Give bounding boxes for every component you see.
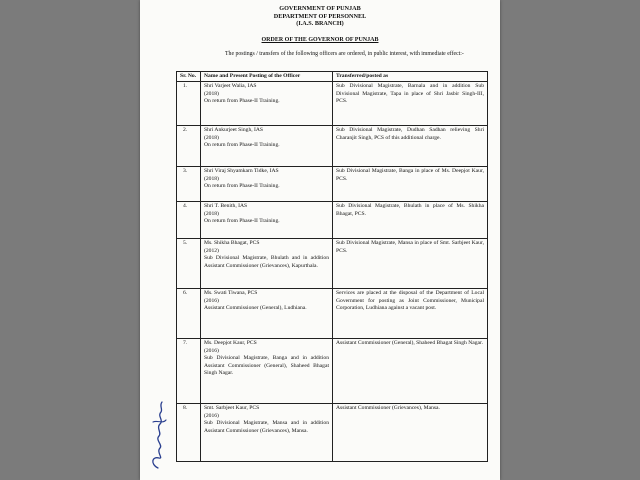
officer-present-posting: On return from Phase-II Training. xyxy=(204,142,280,149)
officer-batch: (2018) xyxy=(204,134,219,141)
officer-name: Shri Viraj Shyamkarn Tidke, IAS xyxy=(204,168,279,175)
officer-present-posting: On return from Phase-II Training. xyxy=(204,218,280,225)
officer-present-posting: Assistant Commissioner (General), Ludhiana. xyxy=(204,305,307,312)
officer-name: Shri Ankurjeet Singh, IAS xyxy=(204,127,264,134)
table-header-row xyxy=(177,72,488,82)
officer-batch: (2018) xyxy=(204,90,219,97)
officer-batch: (2012) xyxy=(204,247,219,254)
officer-present-posting: On return from Phase-II Training. xyxy=(204,98,280,105)
order-title: ORDER OF THE GOVERNOR OF PUNJAB xyxy=(261,36,379,43)
row-posted-as: Sub Divisional Magistrate, Bhulath in place of Ms. Shikha Bhagat, PCS. xyxy=(333,202,488,239)
row-officer xyxy=(201,82,333,126)
row-sr: 6. xyxy=(177,289,201,339)
row-posted-as: Sub Divisional Magistrate, Mansa in place of Smt. Sarbjeet Kaur, PCS. xyxy=(333,239,488,289)
row-posted-as: Assistant Commissioner (General), Shaheed Bhagat Singh Nagar. xyxy=(333,339,488,404)
row-officer xyxy=(201,126,333,167)
officer-batch: (2018) xyxy=(204,210,219,217)
officer-name: Ms. Swati Tiwana, PCS xyxy=(204,290,258,297)
table-row xyxy=(177,202,488,239)
officer-batch: (2016) xyxy=(204,347,219,354)
row-sr: 8. xyxy=(177,404,201,462)
table-row xyxy=(177,289,488,339)
officer-batch: (2018) xyxy=(204,175,219,182)
document-header xyxy=(140,5,500,28)
officer-name: Ms. Shikha Bhagat, PCS xyxy=(204,240,260,247)
row-sr: 5. xyxy=(177,239,201,289)
header-transferred: Transferred/posted as xyxy=(333,72,488,82)
officer-name: Smt. Sarbjeet Kaur, PCS xyxy=(204,405,260,412)
table-row xyxy=(177,404,488,462)
row-sr: 1. xyxy=(177,82,201,126)
row-officer xyxy=(201,202,333,239)
document-page xyxy=(140,0,500,480)
officer-name: Ms. Deepjot Kaur, PCS xyxy=(204,340,257,347)
table-row xyxy=(177,339,488,404)
row-posted-as: Sub Divisional Magistrate, Barnala and in addition Sub Divisional Magistrate, Tapa in place of Shri Jasbir Singh-III, PCS. xyxy=(333,82,488,126)
header-branch: (I.A.S. BRANCH) xyxy=(296,20,344,28)
row-sr: 7. xyxy=(177,339,201,404)
row-posted-as: Sub Divisional Magistrate, Dudhan Sadhan relieving Shri Charanjit Singh, PCS of this additional charge. xyxy=(333,126,488,167)
row-officer xyxy=(201,239,333,289)
row-sr: 4. xyxy=(177,202,201,239)
table-row xyxy=(177,167,488,202)
row-posted-as: Sub Divisional Magistrate, Banga in place of Ms. Deepjot Kaur, PCS. xyxy=(333,167,488,202)
transfers-table xyxy=(176,71,488,462)
row-officer xyxy=(201,339,333,404)
table-row xyxy=(177,126,488,167)
officer-present-posting: Sub Divisional Magistrate, Mansa and in addition Assistant Commissioner (Grievances), Mansa. xyxy=(204,420,329,434)
officer-name: Shri Varjeet Walia, IAS xyxy=(204,83,257,90)
officer-name: Shri T. Benith, IAS xyxy=(204,203,248,210)
intro-paragraph: The postings / transfers of the following officers are ordered, in public interest, with immediate effect:- xyxy=(225,50,464,57)
header-government: GOVERNMENT OF PUNJAB xyxy=(279,5,361,12)
table-row xyxy=(177,82,488,126)
row-officer xyxy=(201,167,333,202)
header-sr-no: Sr. No. xyxy=(177,72,201,82)
row-posted-as: Services are placed at the disposal of the Department of Local Government for posting as Joint Commissioner, Municipal Corporation, Ludhiana against a vacant post. xyxy=(333,289,488,339)
header-department: DEPARTMENT OF PERSONNEL xyxy=(273,12,367,20)
officer-present-posting: Sub Divisional Magistrate, Bhulath and in addition Assistant Commissioner (Grievances), Kapurthala. xyxy=(204,255,329,269)
officer-batch: (2016) xyxy=(204,297,219,304)
row-sr: 2. xyxy=(177,126,201,167)
header-name-posting: Name and Present Posting of the Officer xyxy=(201,72,333,82)
row-officer xyxy=(201,289,333,339)
table-row xyxy=(177,239,488,289)
officer-present-posting: On return from Phase-II Training. xyxy=(204,183,280,190)
row-sr: 3. xyxy=(177,167,201,202)
row-posted-as: Assistant Commissioner (Grievances), Mansa. xyxy=(333,404,488,462)
officer-present-posting: Sub Divisional Magistrate, Banga and in addition Assistant Commissioner (General), Shaheed Bhagat Singh Nagar. xyxy=(204,355,329,377)
officer-batch: (2016) xyxy=(204,412,219,419)
handwritten-signature-icon xyxy=(144,398,174,472)
row-officer xyxy=(201,404,333,462)
